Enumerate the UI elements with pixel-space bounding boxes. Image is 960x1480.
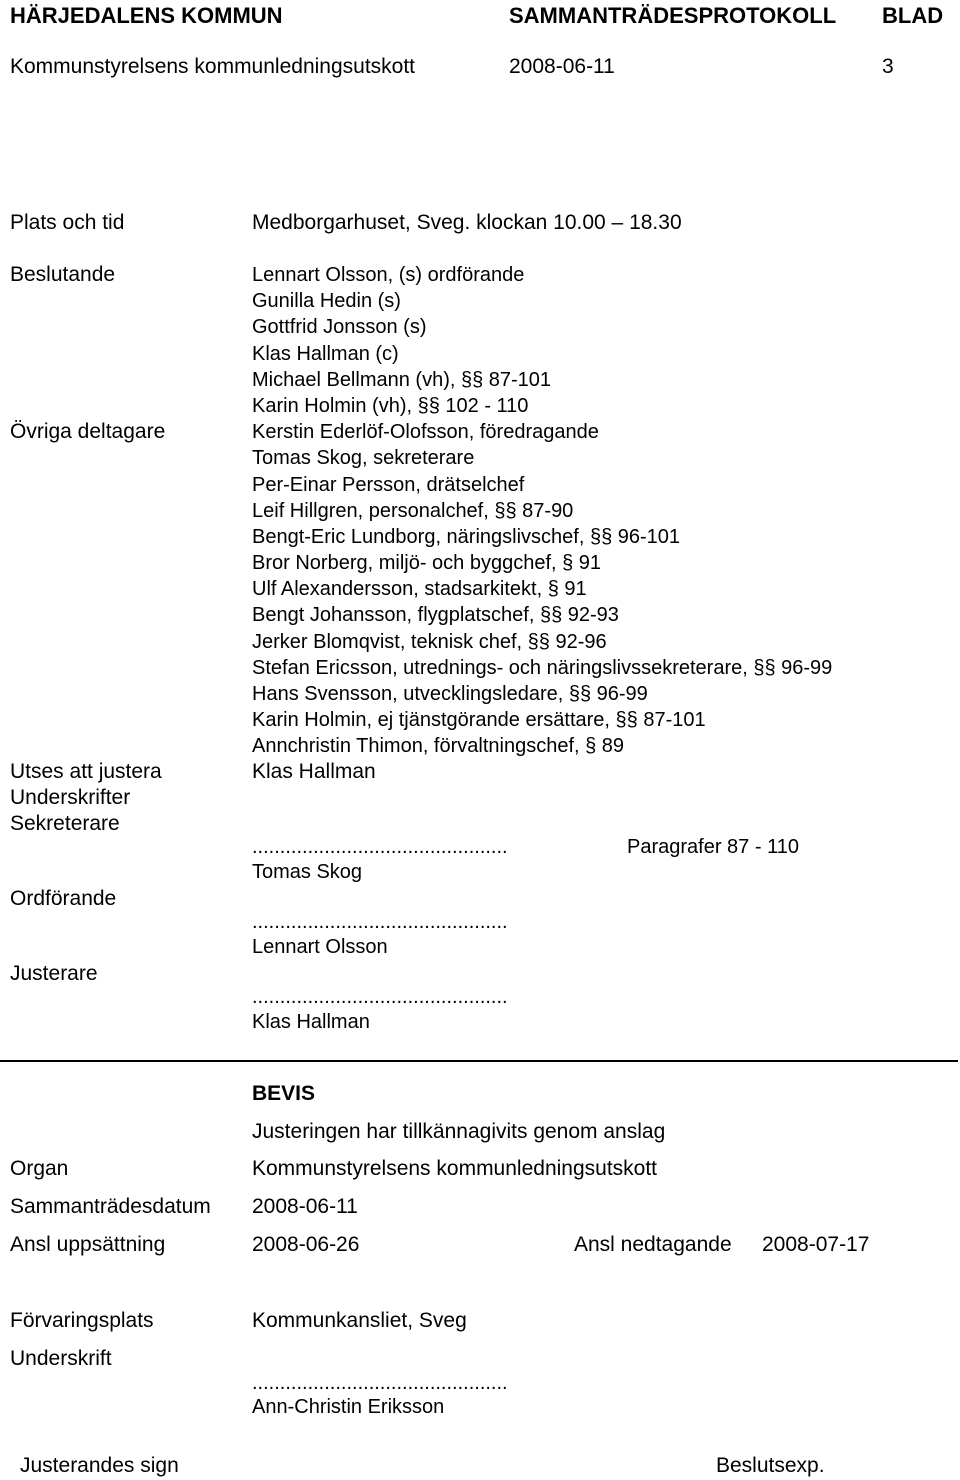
signature-name: Ann-Christin Eriksson [252, 1396, 445, 1418]
secretary-label: Sekreterare [10, 812, 120, 835]
bevis-statement: Justeringen har tillkännagivits genom anslag [252, 1120, 666, 1143]
storage-value: Kommunkansliet, Sveg [252, 1309, 467, 1332]
municipality-name: HÄRJEDALENS KOMMUN [10, 3, 283, 28]
removed-value: 2008-07-17 [762, 1233, 870, 1256]
meeting-date-label: Sammanträdesdatum [10, 1195, 211, 1218]
participant-item: Klas Hallman (c) [252, 342, 399, 365]
participant-item: Kerstin Ederlöf-Olofsson, föredragande [252, 421, 599, 444]
participant-item: Per-Einar Persson, drätselchef [252, 473, 525, 496]
adjuster-signature-line: .............................................. [252, 986, 508, 1008]
signatures-label: Underskrifter [10, 786, 131, 809]
adjuster-appointed-value: Klas Hallman [252, 760, 376, 783]
meeting-date: 2008-06-11 [509, 55, 615, 78]
signature-line: .............................................. [252, 1372, 508, 1394]
participant-item: Karin Holmin, ej tjänstgörande ersättare, §§ 87-101 [252, 709, 706, 732]
blad-label: BLAD [882, 3, 944, 28]
participant-item: Gunilla Hedin (s) [252, 290, 401, 313]
participant-item: Bror Norberg, miljö- och byggchef, § 91 [252, 552, 602, 575]
footer-decision-dispatch: Beslutsexp. [716, 1454, 825, 1477]
participant-item: Bengt Johansson, flygplatschef, §§ 92-93 [252, 604, 619, 627]
participant-item: Leif Hillgren, personalchef, §§ 87-90 [252, 499, 574, 522]
posted-label: Ansl uppsättning [10, 1233, 166, 1256]
place-value: Medborgarhuset, Sveg. klockan 10.00 – 18.30 [252, 211, 682, 234]
document-type: SAMMANTRÄDESPROTOKOLL [509, 3, 837, 28]
secretary-name: Tomas Skog [252, 861, 363, 883]
decision-makers-label: Beslutande [10, 263, 116, 286]
committee-name: Kommunstyrelsens kommunledningsutskott [10, 55, 416, 78]
adjuster-label: Justerare [10, 962, 98, 985]
adjuster-name: Klas Hallman [252, 1011, 370, 1033]
signature-label: Underskrift [10, 1347, 112, 1370]
participant-item: Jerker Blomqvist, teknisk chef, §§ 92-96 [252, 630, 607, 653]
footer-adjuster-sign: Justerandes sign [20, 1454, 179, 1477]
bevis-title: BEVIS [252, 1082, 316, 1105]
adjuster-appointed-label: Utses att justera [10, 760, 162, 783]
posted-value: 2008-06-26 [252, 1233, 360, 1256]
chair-name: Lennart Olsson [252, 936, 388, 958]
participant-list [252, 262, 832, 760]
chair-label: Ordförande [10, 887, 117, 910]
page-number: 3 [882, 55, 894, 78]
removed-label: Ansl nedtagande [574, 1233, 732, 1256]
participant-item: Tomas Skog, sekreterare [252, 447, 475, 470]
participant-item: Gottfrid Jonsson (s) [252, 316, 427, 339]
meeting-date-value: 2008-06-11 [252, 1195, 358, 1218]
organ-value: Kommunstyrelsens kommunledningsutskott [252, 1157, 658, 1180]
paragraph-range: Paragrafer 87 - 110 [627, 836, 799, 858]
participant-item: Hans Svensson, utvecklingsledare, §§ 96-99 [252, 683, 648, 705]
participant-item: Ulf Alexandersson, stadsarkitekt, § 91 [252, 578, 587, 601]
secretary-signature-line: .............................................. [252, 836, 508, 858]
place-label: Plats och tid [10, 211, 125, 234]
participant-item: Bengt-Eric Lundborg, näringslivschef, §§ 96-101 [252, 525, 681, 548]
participant-item: Annchristin Thimon, förvaltningschef, § 89 [252, 735, 625, 758]
participant-item: Michael Bellmann (vh), §§ 87-101 [252, 368, 552, 391]
other-participants-label: Övriga deltagare [10, 420, 166, 443]
participant-item: Lennart Olsson, (s) ordförande [252, 264, 525, 286]
participant-item: Stefan Ericsson, utrednings- och näringslivssekreterare, §§ 96-99 [252, 656, 833, 679]
participant-item: Karin Holmin (vh), §§ 102 - 110 [252, 394, 529, 417]
section-divider [0, 1060, 958, 1062]
organ-label: Organ [10, 1157, 69, 1180]
chair-signature-line: .............................................. [252, 911, 508, 933]
storage-label: Förvaringsplats [10, 1309, 154, 1332]
